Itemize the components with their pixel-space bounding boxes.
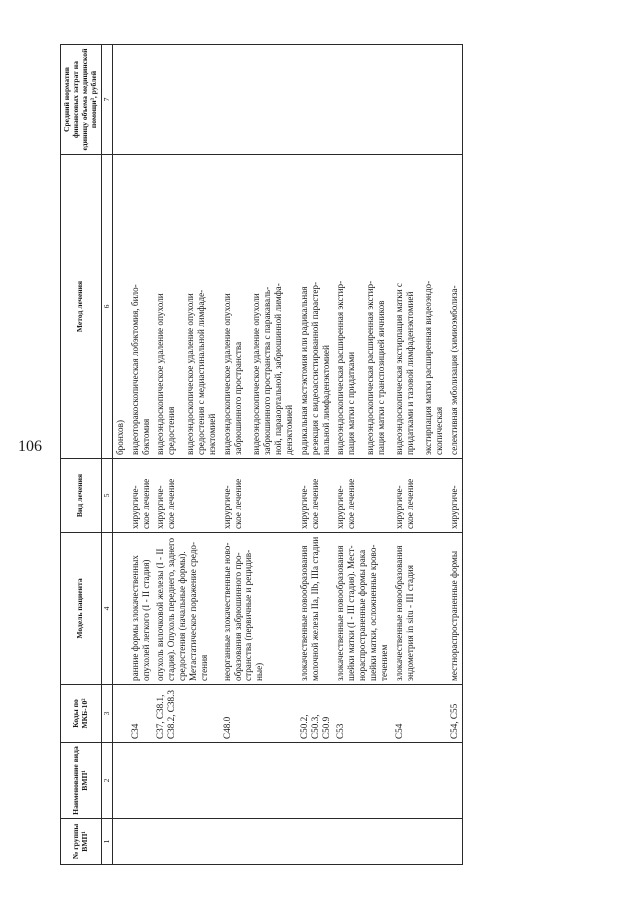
cost-norm-cell xyxy=(112,45,127,155)
treatment-method-text: радикальная мастэктомия или радикальная резекция с видеоассистированной парастер- нальной лимфаденэктомией xyxy=(298,281,331,455)
table-row xyxy=(220,45,297,865)
treatment-method-text: видеоэндоскопическое удаление опухоли средостения xyxy=(155,293,177,455)
treatment-method-cell xyxy=(128,155,154,459)
cost-norm-cell xyxy=(220,45,297,155)
column-number: 6 xyxy=(101,155,112,459)
icd-code-cell-text: C37, C38.1, C38.2, C38.3 xyxy=(155,689,177,739)
vmp-name-cell xyxy=(392,743,447,819)
icd-code-cell xyxy=(153,685,219,743)
icd-code-cell-text: C48.0 xyxy=(221,716,232,739)
treatment-method-cell xyxy=(447,155,462,459)
treatment-method-text: селективная эмболизация (химиоэмболиза- xyxy=(449,285,460,455)
vmp-name-cell xyxy=(297,743,334,819)
method-spacer xyxy=(177,158,185,455)
treatment-type-cell xyxy=(333,459,391,533)
cost-norm-cell xyxy=(447,45,462,155)
treatment-method-cell xyxy=(392,155,447,459)
group-number-cell xyxy=(392,819,447,865)
group-number-cell xyxy=(128,819,154,865)
patient-model-cell xyxy=(153,533,219,685)
column-number: 2 xyxy=(101,743,112,819)
icd-code-cell xyxy=(112,685,127,743)
header-cost-norm: Средний норматив финансовых затрат на единицу объема медицинской помощи³, рублей xyxy=(61,45,102,155)
table-row xyxy=(112,45,127,865)
patient-model-cell-text: злокачественные новообразования эндометрия in situ - III стадия xyxy=(393,545,415,681)
table-row xyxy=(392,45,447,865)
group-number-cell xyxy=(297,819,334,865)
treatment-type-cell xyxy=(112,459,127,533)
cost-norm-cell xyxy=(333,45,391,155)
vmp-name-cell xyxy=(128,743,154,819)
cost-norm-cell xyxy=(128,45,154,155)
patient-model-cell-text: неорганные злокачественные ново- образования забрюшинного про- странства (первичные и рецидив- ные) xyxy=(221,542,265,681)
patient-model-cell xyxy=(333,533,391,685)
method-spacer xyxy=(415,158,423,455)
treatment-type-cell-text: хирургиче- ское лечение xyxy=(129,478,151,529)
treatment-method-text: бронхов) xyxy=(114,419,125,455)
vmp-table xyxy=(60,44,463,865)
treatment-method-text: видеоэндоскопическая расширенная экстир- пация матки с транспозицией яичников xyxy=(365,280,386,455)
treatment-type-cell xyxy=(297,459,334,533)
treatment-method-cell xyxy=(153,155,219,459)
patient-model-cell-text: злокачественные новообразования молочной железы IIa, IIb, IIIa стадии xyxy=(298,536,320,681)
method-spacer xyxy=(357,158,365,455)
icd-code-cell-text: C54 xyxy=(393,723,404,739)
treatment-type-cell-text: хирургиче- xyxy=(449,485,460,529)
table-row xyxy=(333,45,391,865)
vmp-name-cell xyxy=(112,743,127,819)
patient-model-cell-text: ранние формы злокачественных опухолей легкого (I - II стадия) xyxy=(129,555,151,681)
icd-code-cell-text: C50.2, C50.3, C50.9 xyxy=(298,714,331,739)
header-patient-model: Модель пациента xyxy=(61,533,102,685)
vmp-name-cell xyxy=(153,743,219,819)
patient-model-cell xyxy=(392,533,447,685)
icd-code-cell xyxy=(447,685,462,743)
patient-model-cell-text: местнораспространенные формы xyxy=(449,550,460,681)
column-number: 4 xyxy=(101,533,112,685)
header-treatment-method: Метод лечения xyxy=(61,155,102,459)
treatment-method-cell xyxy=(333,155,391,459)
cost-norm-cell xyxy=(392,45,447,155)
treatment-method-cell xyxy=(297,155,334,459)
treatment-type-cell xyxy=(220,459,297,533)
table-row xyxy=(447,45,462,865)
treatment-type-cell-text: хирургиче- ское лечение xyxy=(335,478,357,529)
column-number: 3 xyxy=(101,685,112,743)
icd-code-cell xyxy=(392,685,447,743)
patient-model-cell-text: злокачественные новообразования шейки матки (I - III стадия). Мест- нораспространенные формы рака шейки матки, осложненные крово- течением xyxy=(335,544,389,681)
icd-code-cell xyxy=(297,685,334,743)
patient-model-cell xyxy=(447,533,462,685)
method-spacer xyxy=(243,158,251,455)
patient-model-cell xyxy=(297,533,334,685)
cost-norm-cell xyxy=(153,45,219,155)
table-row xyxy=(297,45,334,865)
header-treatment-type: Вид лечения xyxy=(61,459,102,533)
treatment-type-cell xyxy=(392,459,447,533)
group-number-cell xyxy=(447,819,462,865)
patient-model-cell xyxy=(112,533,127,685)
group-number-cell xyxy=(153,819,219,865)
table-header-row xyxy=(61,45,102,865)
treatment-type-cell-text: хирургиче- ское лечение xyxy=(221,478,243,529)
vmp-name-cell xyxy=(333,743,391,819)
treatment-type-cell-text: хирургиче- ское лечение xyxy=(155,478,177,529)
icd-code-cell xyxy=(333,685,391,743)
icd-code-cell xyxy=(128,685,154,743)
icd-code-cell xyxy=(220,685,297,743)
table-row xyxy=(153,45,219,865)
group-number-cell xyxy=(220,819,297,865)
treatment-method-text: видеоэндоскопическая расширенная экстир- пация матки с придатками xyxy=(335,280,357,455)
patient-model-cell xyxy=(128,533,154,685)
column-number: 5 xyxy=(101,459,112,533)
icd-code-cell-text: C34 xyxy=(129,723,140,739)
vmp-name-cell xyxy=(447,743,462,819)
patient-model-cell-text: опухоль вилочковой железы (I - II стадия). Опухоль переднего, заднего средостения (начальные формы). Метастатическое поражение средо- стения xyxy=(155,537,209,681)
header-vmp-name: Наименование вида ВМП¹ xyxy=(61,743,102,819)
column-number: 7 xyxy=(101,45,112,155)
table-row xyxy=(128,45,154,865)
icd-code-cell-text: C53 xyxy=(335,723,346,739)
table-body xyxy=(112,45,462,865)
patient-model-cell xyxy=(220,533,297,685)
treatment-method-text: видеоэндоскопическое удаление опухоли забрюшинного пространства xyxy=(221,293,243,455)
cost-norm-cell xyxy=(297,45,334,155)
treatment-method-text: видеоторакоскопическая лобэктомия, било- бэктомия xyxy=(129,284,151,455)
treatment-method-text: видеоэндоскопическое удаление опухоли средостения с медиастинальной лимфаде- нэктомией xyxy=(185,289,217,455)
treatment-method-text: экстирпация матки расширенная видеоэндо- скопическая xyxy=(423,280,445,455)
vmp-name-cell xyxy=(220,743,297,819)
treatment-method-text: видеоэндоскопическое удаление опухоли забрюшинного пространства с паракаваль- ной, парааортальной, забрюшинной лимфа- денэктомией xyxy=(251,283,294,455)
treatment-type-cell xyxy=(447,459,462,533)
treatment-type-cell-text: хирургиче- ское лечение xyxy=(393,478,415,529)
icd-code-cell-text: C54, C55 xyxy=(449,703,460,739)
treatment-type-cell xyxy=(153,459,219,533)
header-icd-codes: Коды по МКБ-10² xyxy=(61,685,102,743)
treatment-type-cell xyxy=(128,459,154,533)
treatment-method-cell xyxy=(220,155,297,459)
treatment-method-cell xyxy=(112,155,127,459)
column-number: 1 xyxy=(101,819,112,865)
treatment-method-text: видеоэндоскопическая экстирпация матки с придатками и тазовой лимфаденэктомией xyxy=(393,283,415,455)
treatment-type-cell-text: хирургиче- ское лечение xyxy=(298,478,320,529)
column-number-row xyxy=(101,45,112,865)
group-number-cell xyxy=(333,819,391,865)
header-group-number: № группы ВМП¹ xyxy=(61,819,102,865)
page-number: 106 xyxy=(18,438,42,455)
group-number-cell xyxy=(112,819,127,865)
